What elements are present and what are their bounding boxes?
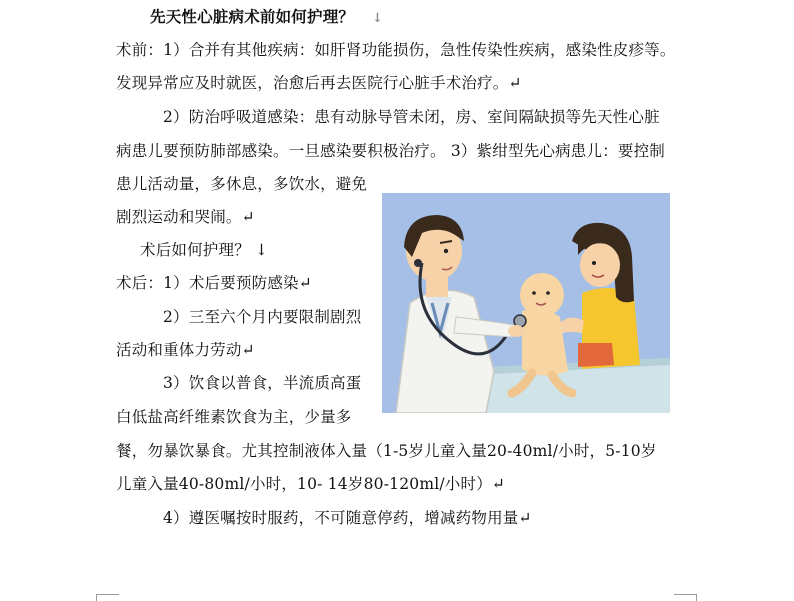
mother-skirt bbox=[578, 343, 614, 367]
document-title bbox=[150, 7, 383, 29]
paragraph-mark: ↓ bbox=[372, 11, 384, 26]
paragraph-line: 4）遵医嘱按时服药，不可随意停药，增减药物用量↵ bbox=[163, 509, 532, 527]
doctor-examining-baby-illustration bbox=[382, 193, 670, 413]
paragraph-line: 发现异常应及时就医，治愈后再去医院行心脏手术治疗。↵ bbox=[116, 74, 522, 92]
paragraph-line: 术后：1）术后要预防感染↵ bbox=[116, 274, 312, 292]
section-heading: 术后如何护理？ ↓ bbox=[140, 241, 269, 259]
paragraph-line: 餐，勿暴饮暴食。尤其控制液体入量（1-5岁儿童入量20-40ml/小时，5-10岁 bbox=[116, 442, 657, 460]
paragraph-line: 2）三至六个月内要限制剧烈 bbox=[163, 308, 362, 326]
paragraph-line: 3）饮食以普食，半流质高蛋 bbox=[163, 374, 362, 392]
title-text: 先天性心脏病术前如何护理？ bbox=[150, 7, 355, 26]
paragraph-line: 白低盐高纤维素饮食为主，少量多 bbox=[116, 408, 352, 426]
paragraph-line: 术前：1）合并有其他疾病：如肝肾功能损伤，急性传染性疾病，感染性皮疹等。 bbox=[116, 41, 676, 59]
paragraph-line: 剧烈运动和哭闹。↵ bbox=[116, 208, 255, 226]
mother-face bbox=[580, 243, 620, 287]
paragraph-line: 病患儿要预防肺部感染。一旦感染要积极治疗。 3）紫绀型先心病患儿：要控制 bbox=[116, 142, 665, 160]
paragraph-line: 2）防治呼吸道感染：患有动脉导管未闭，房、室间隔缺损等先天性心脏 bbox=[163, 108, 660, 126]
paragraph-line: 活动和重体力劳动↵ bbox=[116, 341, 255, 359]
paragraph-line: 患儿活动量，多休息，多饮水，避免 bbox=[116, 175, 368, 193]
paragraph-line: 儿童入量40-80ml/小时，10- 14岁80-120ml/小时）↵ bbox=[116, 475, 506, 493]
